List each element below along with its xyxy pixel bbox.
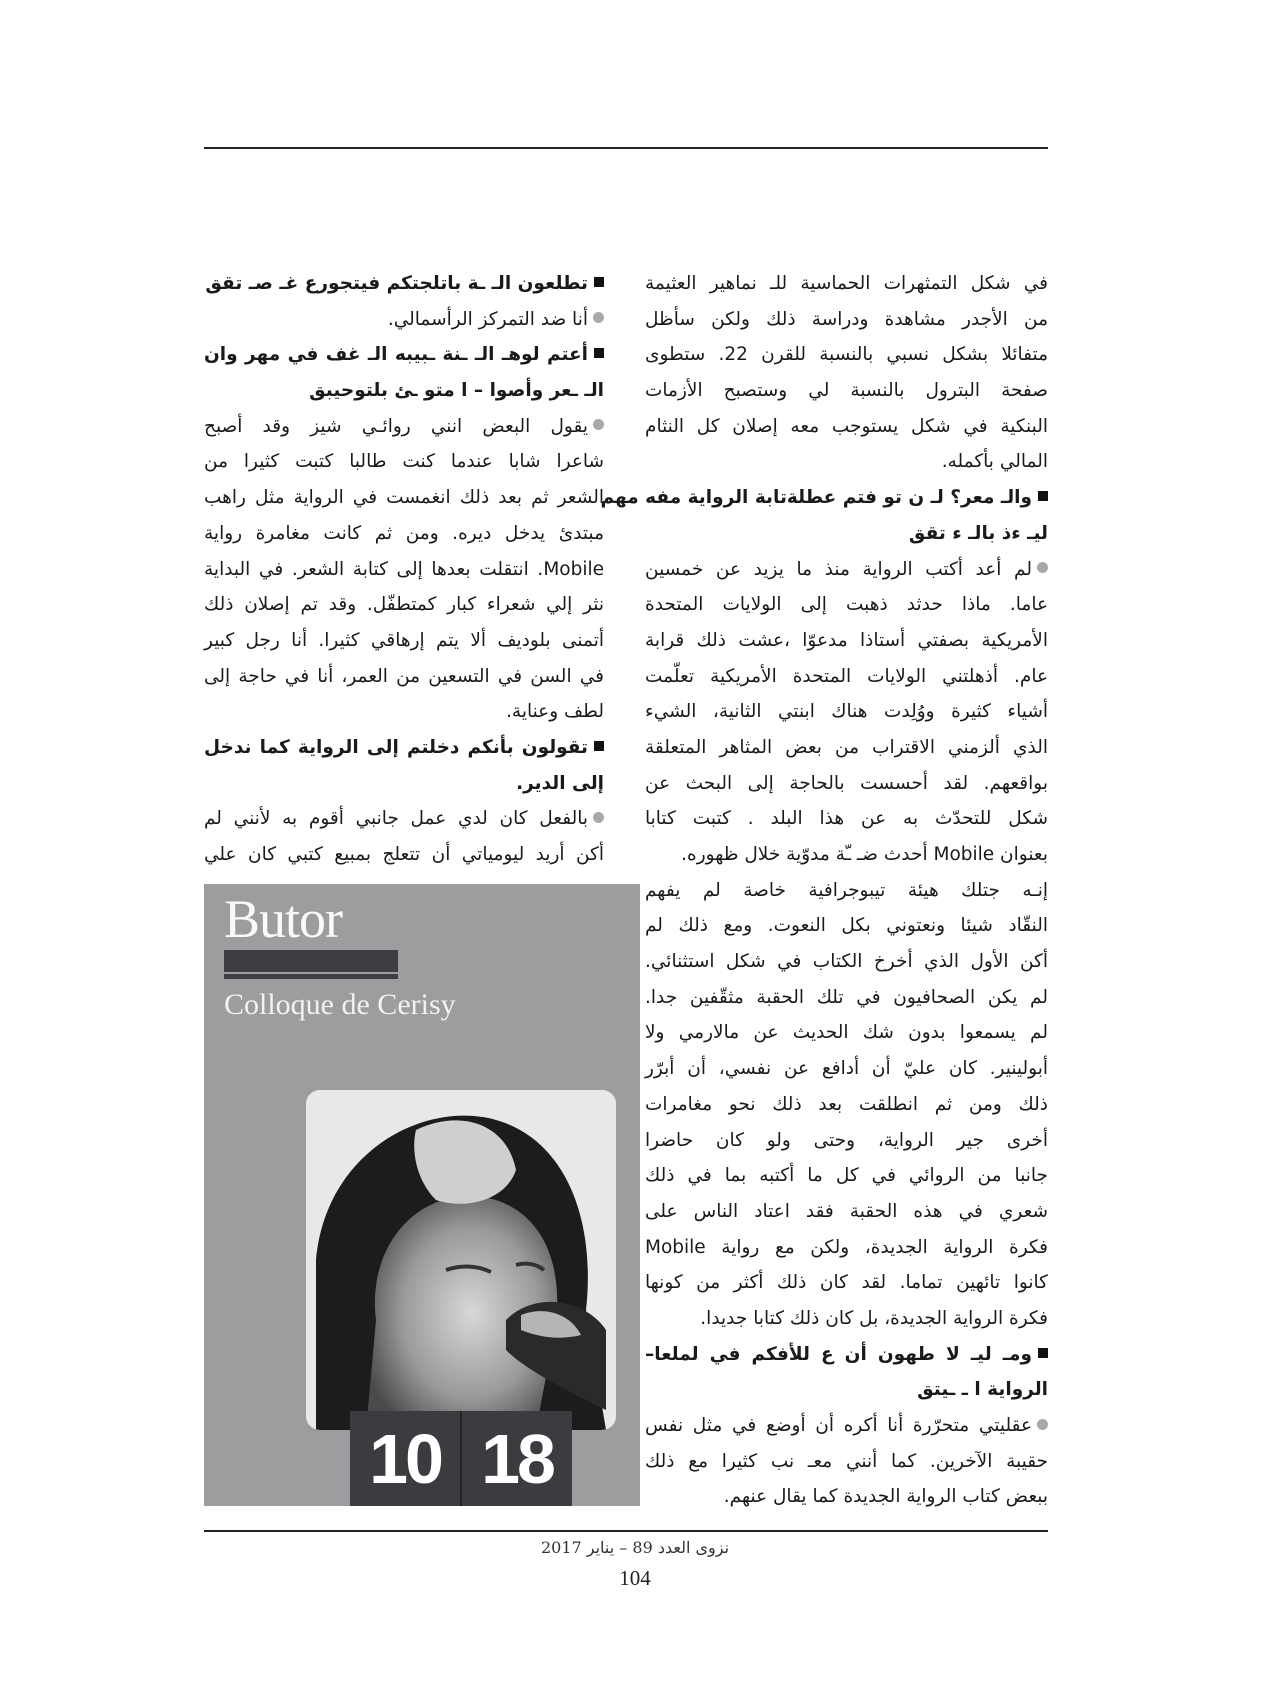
book-cover-image <box>204 884 640 1506</box>
text-line-content: شكل للتحدّث به عن هذا البلد . كتبت كتابا <box>645 808 1048 830</box>
answer-circle-bullet-icon <box>593 419 604 430</box>
text-line <box>204 480 604 516</box>
question-paragraph <box>204 730 604 801</box>
text-line <box>645 623 1048 659</box>
text-line-content: أعتم لوهـ الـ ـنة ـبيبه الـ غف في مهر وان <box>204 344 588 366</box>
text-line <box>645 1158 1048 1194</box>
text-line-content: جانبا من الروائي في كل ما أكتبه بما في ذلك <box>645 1165 1048 1187</box>
answer-circle-bullet-icon <box>593 312 604 323</box>
text-line-content: أنا ضد التمركز الرأسمالي. <box>387 308 588 330</box>
text-line-content: كانوا تائهين تماما. لقد كان ذلك أكثر من كونها <box>645 1272 1048 1294</box>
text-line <box>204 766 604 802</box>
question-paragraph <box>204 337 604 408</box>
text-line-content: والـ معر؟ لـ ن تو فتم عطلةتابة الرواية مفه مهم <box>600 487 1032 509</box>
text-line-content: شعري في هذه الحقبة فقد اعتاد الناس على <box>645 1200 1048 1222</box>
text-line-content: تقولون بأنكم دخلتم إلى الرواية كما ندخل <box>204 736 588 758</box>
answer-circle-bullet-icon <box>1037 562 1048 573</box>
text-line <box>204 730 604 766</box>
text-line <box>204 801 604 837</box>
text-line-content: مبتدئ يدخل ديره. ومن ثم كانت مغامرة رواية <box>204 522 604 544</box>
text-line <box>204 623 604 659</box>
text-line-content: الذي ألزمني الاقتراب من بعض المثاهر المتعلقة <box>645 736 1048 758</box>
text-line <box>645 444 1048 480</box>
text-line <box>645 409 1048 445</box>
text-line <box>645 837 1048 873</box>
text-line <box>204 266 604 302</box>
text-line-content: المالي بأكمله. <box>941 451 1048 473</box>
text-line <box>645 1123 1048 1159</box>
text-line <box>204 694 604 730</box>
text-line <box>645 373 1048 409</box>
text-line-content: فكرة الرواية الجديدة، بل كان ذلك كتابا جديدا. <box>700 1307 1048 1329</box>
top-rule <box>204 147 1048 149</box>
text-line <box>645 1479 1048 1515</box>
text-line <box>645 980 1048 1016</box>
text-line <box>204 552 604 588</box>
article-column-right <box>600 266 1048 1515</box>
text-line-content: النقّاد شيئا ونعتوني بكل النعوت. ومع ذلك لم <box>645 915 1048 937</box>
text-line <box>645 587 1048 623</box>
text-line-content: صفحة البترول بالنسبة لي وستصبح الأزمات <box>645 380 1048 402</box>
text-line <box>204 409 604 445</box>
text-line-content: عقليتي متحرّرة أنا أكره أن أوضع في مثل نفس <box>645 1415 1032 1436</box>
text-line <box>645 552 1048 588</box>
text-line-content: بالفعل كان لدي عمل جانبي أقوم به لأنني لم <box>204 808 588 830</box>
question-paragraph <box>204 266 604 302</box>
answer-paragraph <box>645 552 1048 873</box>
text-line-content: لطف وعناية. <box>506 701 604 723</box>
text-line-content: إلى الدير. <box>516 772 604 794</box>
text-line-content: أخرى جير الرواية، وحتى ولو كان حاضرا <box>645 1129 1048 1151</box>
text-line-content: لم يسمعوا بدون شك الحديث عن مالارمي ولا <box>645 1022 1048 1044</box>
text-line-content: لم يكن الصحافيون في تلك الحقبة مثقّفين جدا. <box>645 986 1048 1008</box>
continuation-paragraph <box>645 873 1048 1337</box>
text-line <box>204 659 604 695</box>
text-line-content: البنكية في شكل يستوجب معه إصلان كل النثام <box>645 415 1048 437</box>
series-number-right: 18 <box>460 1411 572 1506</box>
text-line <box>645 801 1048 837</box>
text-line-content: أشياء كثيرة ووُلِدت هناك ابنتي الثانية، الشيء <box>645 701 1048 723</box>
text-line-content: الـ ـعر وأصوا – ا متو ـئ بلتوحيبق <box>309 380 604 402</box>
issue-info: نزوى العدد 89 – يناير 2017 <box>540 1538 730 1557</box>
question-square-bullet-icon <box>1038 1348 1048 1358</box>
text-line <box>645 1444 1048 1480</box>
answer-circle-bullet-icon <box>593 812 604 823</box>
text-line-content: ذلك ومن ثم انطلقت بعد ذلك نحو مغامرات <box>645 1093 1048 1115</box>
text-line <box>645 516 1048 552</box>
cover-bar <box>224 950 398 972</box>
article-column-left <box>204 266 604 873</box>
question-square-bullet-icon <box>1038 491 1048 501</box>
text-line-content: Mobile. انتقلت بعدها إلى كتابة الشعر. في البداية <box>204 558 604 580</box>
text-line-content: بواقعهم. لقد أحسست بالحاجة إلى البحث عن <box>645 772 1048 794</box>
text-line <box>645 266 1048 302</box>
text-line <box>645 659 1048 695</box>
text-line <box>204 302 604 338</box>
answer-paragraph <box>645 1408 1048 1515</box>
text-line <box>600 480 1048 516</box>
text-line <box>645 1372 1048 1408</box>
text-line <box>645 1337 1048 1373</box>
text-line-content: لم أعد أكتب الرواية منذ ما يزيد عن خمسين <box>645 558 1032 580</box>
text-line-content: عاما. ماذا حدثد ذهبت إلى الولايات المتحدة <box>645 594 1048 616</box>
text-line-content: من الأجدر مشاهدة ودراسة ذلك ولكن سأظل <box>645 308 1048 330</box>
text-line-content: أكن الأول الذي أخرخ الكتاب في شكل استثنائي. <box>645 951 1048 973</box>
answer-paragraph <box>204 801 604 872</box>
text-line-content: حقيبة الآخرين. كما أنني معـ نب كثيرا مع ذلك <box>645 1450 1048 1472</box>
text-line <box>645 944 1048 980</box>
text-line-content: بعنوان Mobile أحدث ضـ ـّة مدوّية خلال ظهوره. <box>681 844 1048 865</box>
text-line <box>645 337 1048 373</box>
text-line <box>645 1051 1048 1087</box>
text-line <box>204 444 604 480</box>
text-line <box>645 1087 1048 1123</box>
bottom-rule <box>204 1530 1048 1532</box>
text-line-content: أبولينير. كان عليّ أن أدافع عن نفسي، أن أبرّر <box>645 1058 1048 1080</box>
text-line <box>204 516 604 552</box>
question-paragraph <box>645 1337 1048 1408</box>
text-line-content: يقول البعض انني روائـي شيز وقد أصبح <box>204 415 588 437</box>
text-line-content: ليـ ءذ بالـ ء تقق <box>908 522 1048 544</box>
question-square-bullet-icon <box>594 741 604 751</box>
text-line-content: الرواية ا ـ ـيتق <box>917 1379 1048 1401</box>
text-line-content: الشعر ثم بعد ذلك انغمست في الرواية مثل راهب <box>204 487 604 509</box>
cover-title: Butor <box>224 889 343 949</box>
series-logo <box>350 1411 572 1506</box>
text-line-content: أكن أريد ليومياتي أن تتعلج بمبيع كتبي كان علي <box>204 844 604 865</box>
text-line <box>645 730 1048 766</box>
text-line-content: شاعرا شابا عندما كنت طالبا كتبت كثيرا من <box>204 451 604 473</box>
text-line <box>204 373 604 409</box>
text-line-content: فكرة الرواية الجديدة، ولكن مع رواية Mobile <box>645 1236 1048 1258</box>
cover-subtitle: Colloque de Cerisy <box>224 988 456 1021</box>
question-square-bullet-icon <box>594 348 604 358</box>
series-number-left: 10 <box>350 1411 460 1506</box>
page-number: 104 <box>619 1566 651 1590</box>
text-line <box>204 587 604 623</box>
text-line <box>645 873 1048 909</box>
text-line <box>645 1265 1048 1301</box>
text-line-content: في شكل التمثهرات الحماسية للـ نماهير العثيمة <box>645 273 1048 294</box>
text-line-content: متفائلا بشكل نسبي بالنسبة للقرن 22. ستطوى <box>645 344 1048 366</box>
text-line-content: عام. أذهلتني الولايات المتحدة الأمريكية تعلّمت <box>645 665 1048 687</box>
text-line-content: في السن في التسعين من العمر، أنا في حاجة إلى <box>204 665 604 687</box>
text-line <box>645 694 1048 730</box>
text-line-content: أتمنى بلوديف ألا يتم إرهاقي كثيرا. أنا رجل كبير <box>204 629 604 651</box>
answer-paragraph <box>204 302 604 338</box>
text-line-content: إنـه جتلك هيئة تيبوجرافية خاصة لم يفهم <box>645 879 1048 901</box>
answer-circle-bullet-icon <box>1037 1419 1048 1430</box>
text-line <box>645 1194 1048 1230</box>
text-line-content: ببعض كتاب الرواية الجديدة كما يقال عنهم. <box>723 1486 1048 1508</box>
text-line <box>645 1301 1048 1337</box>
text-line <box>645 1230 1048 1266</box>
text-line-content: نثر إلي شعراء كبار كمتطفّل. وقد تم إصلان ذلك <box>204 594 604 616</box>
text-line <box>204 837 604 873</box>
text-line-content: ومـ ليـ لا طهون أن ع للأفكم في لملعا– <box>645 1343 1032 1365</box>
text-line <box>645 1408 1048 1444</box>
text-line <box>645 908 1048 944</box>
question-square-bullet-icon <box>594 277 604 287</box>
text-line-content: الأمريكية بصفتي أستاذا مدعوّا ،عشت ذلك قرابة <box>645 629 1048 651</box>
text-line <box>204 337 604 373</box>
continuation-paragraph <box>645 266 1048 480</box>
text-line <box>645 1015 1048 1051</box>
question-paragraph <box>600 480 1048 551</box>
author-portrait <box>306 1090 616 1430</box>
text-line-content: تطلعون الـ ـة باتلجتكم فيتجورع غـ صـ تقق <box>205 273 588 294</box>
text-line <box>645 766 1048 802</box>
text-line <box>645 302 1048 338</box>
answer-paragraph <box>204 409 604 730</box>
cover-thin-bar <box>224 974 398 979</box>
